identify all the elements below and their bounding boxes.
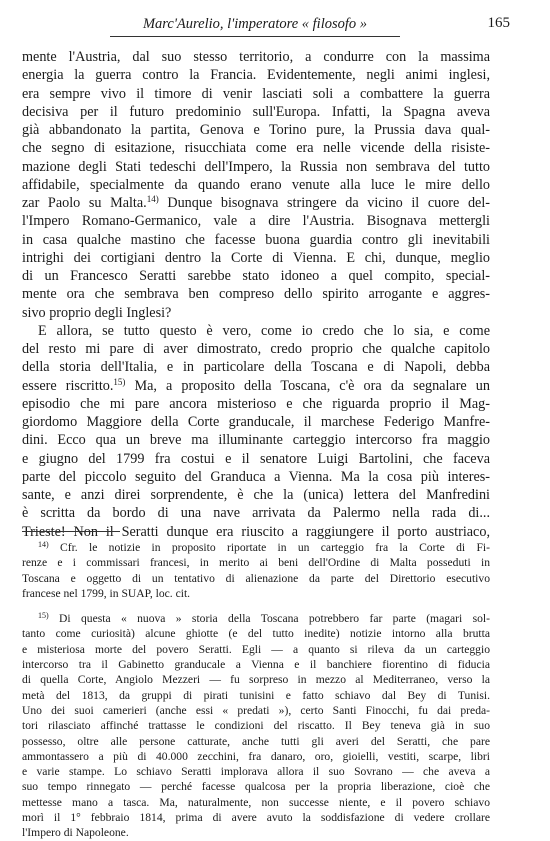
footnote-reference: 14) [146,194,159,204]
footnote-line [22,657,490,672]
text-line [22,377,490,395]
text-line [22,158,490,176]
running-header [110,14,510,38]
line-text: sivo proprio degli Inglesi? [22,304,172,321]
line-text: mente ora che sembrava ben compreso dello spirito arrogante e aggres- [22,286,490,303]
line-text: decisiva per il futuro predominio sull'Europa. Infatti, la Spagna aveva [22,103,490,120]
footnote-line [22,734,490,749]
footnote-text: intercorso tra il Gabinetto granducale a Vienna e il banchiere fiorentino di fiducia [22,658,490,672]
footnote-line [22,718,490,733]
line-text: è scritta da bordo di una nave arrivata da Palermo nella rada di... [22,505,490,522]
line-text: mazione degli Stati tedeschi dell'Impero, la Russia non sembrava del tutto [22,158,490,175]
text-line [22,431,490,449]
footnote-line [22,688,490,703]
line-text: di un Francesco Seratti sarebbe stato idoneo a quel compito, special- [22,268,490,284]
text-line [22,66,490,84]
header-rule [110,36,400,37]
line-text: della storia dell'Italia, e in particolare della Toscana e di Napoli, debba [22,359,490,376]
footnote-line [22,703,490,718]
footnote-line [22,764,490,779]
line-text: dini. Ecco qua un breve ma illuminante carteggio intercorso fra maggio [22,432,490,449]
line-text: Trieste! Non il Seratti dunque era riuscito a raggiungere il porto austriaco, [22,523,490,540]
main-text [22,48,490,541]
footnote-line [22,672,490,687]
footnote-text: e varie stampe. Lo schiavo Seratti implorava allora il suo Sovrano — che aveva a [22,765,490,779]
text-line [22,267,490,285]
text-line [22,176,490,194]
footnote-text: Uno dei suoi camerieri (anche essi « predati »), certo Santi Finocchi, fu dai preda- [22,703,490,717]
line-text: Ma, a proposito della Toscana, c'è ora da segnalare un [125,377,490,394]
line-text: giordomo Maggiore della Corte granducale, il marchese Federigo Manfre- [22,414,490,430]
line-text: e giugno del 1799 fra costui e il senatore Luigi Bartolini, che faceva [22,450,490,467]
text-line [22,450,490,468]
line-text: che segno di esitazione, risucchiata come era nelle vicende della risiste- [22,140,490,157]
footnote-text: Di questa « nuova » storia della Toscana potrebbero far parte (magari sol- [59,612,490,626]
footnote-line [22,586,490,601]
footnote-line [22,571,490,586]
footnote-text: morì il 1° febbraio 1814, prima di avere avuto la soddisfazione di vedere crollare [22,811,490,825]
footnote-line [22,810,490,825]
line-text: parte del piccolo seguito del Granduca a Vienna. Ma la cosa più interes- [22,468,490,485]
text-line [22,48,490,66]
line-text: zar Paolo su Malta. [22,195,147,211]
text-line [22,85,490,103]
footnote-line [22,795,490,810]
footnote-text: ammontassero a più di 40.000 zecchini, fra danaro, oro, gioielli, vestiti, scarpe, libri [22,749,490,763]
text-line [22,139,490,157]
text-line [22,358,490,376]
footnote-text: l'Impero di Napoleone. [22,826,129,840]
footnote-separator [22,531,120,532]
text-line [22,103,490,121]
text-line [22,285,490,303]
line-text: l'Impero Romano-Germanico, vale a dire l'Austria. Bisognava mettergli [22,213,490,230]
page-number: 165 [487,15,510,31]
footnote-line [22,555,490,570]
footnote-text: renze e i commissari francesi, in merito ai beni dell'Ordine di Malta posseduti in [22,556,490,570]
line-text: in casa qualche mastino che facesse buona guardia contro gli inevitabili [22,231,490,248]
line-text: Dunque bisognava stringere da vicino il cuore del- [158,195,490,211]
footnote-text: e misteriosa morte del povero Seratti. Egli — a quanto si rileva da un carteggio [22,642,490,656]
footnote-reference: 15) [113,376,126,387]
footnote [22,611,490,840]
line-text: del resto mi pare di aver dimostrato, credo proprio che qualche capitolo [22,341,490,357]
text-line [22,249,490,267]
footnote-gap [22,601,490,611]
text-line [22,395,490,413]
footnote-line [22,749,490,764]
line-text: energia la guerra contro la Francia. Evidentemente, negli animi inglesi, [22,67,490,84]
footnote-number: 14) [38,540,49,549]
footnote-text: Cfr. le notizie in proposito riportate in un carteggio fra la Corte di Fi- [59,541,490,554]
line-text: intrighi dei cortigiani dentro la Corte di Vienna. E chi, dunque, meglio [22,249,490,266]
footnotes [22,540,490,841]
line-text: mente l'Austria, dal suo stesso territorio, a condurre con la massima [22,49,490,65]
footnote-line [22,779,490,794]
line-text: affidabile, specialmente da quando erano venute alla luce le mire dello [22,176,490,193]
text-line [22,413,490,431]
text-line [22,322,490,340]
text-line [22,504,490,522]
footnote-text: francese nel 1799, in SUAP, loc. cit. [22,586,191,600]
footnote-text: Toscana e oggetto di un tentativo di alienazione da parte del Direttorio esecutivo [22,571,490,585]
line-text: episodio che mi pare ancora misterioso e che riguarda proprio il Mag- [22,395,490,412]
text-line [22,121,490,139]
text-line [22,194,490,212]
footnote-line [22,611,490,626]
text-line [22,468,490,486]
footnote [22,540,490,601]
footnote-text: metà del 1813, da gruppi di pirati tunisini e fatto schiavo dal Bey di Tunisi. [22,688,490,702]
text-line [22,340,490,358]
line-text: già abbandonato la partita, Genova e Torino pure, la Prussia dava qual- [22,122,490,138]
footnote-line [22,642,490,657]
footnote-text: mettesse mano a tasca. Ma, naturalmente, non successe niente, e il povero schiavo [22,795,490,809]
line-text: essere riscritto. [22,377,114,394]
line-text: E allora, se tutto questo è vero, come io credo che lo sia, e come [38,322,490,339]
footnote-text: possesso, oltre alle persone catturate, anche tutti gli averi del Seratti, che pare [22,734,490,748]
text-line [22,212,490,230]
footnote-text: tanto come curiosità) alcune ghiotte (e del tutto inedite) notizie intorno alla brutta [22,627,490,641]
text-line [22,304,490,322]
footnote-text: suo tempo rinnegato — perché facesse qualcosa per la propria liberazione, cioè che [22,780,490,794]
footnote-text: tori rilasciato affinché trattasse le condizioni del riscatto. Il Bey teneva già in suo [22,719,490,733]
text-line [22,486,490,504]
footnote-number: 15) [38,611,49,621]
footnote-line [22,626,490,641]
footnote-line [22,540,490,555]
running-title: Marc'Aurelio, l'imperatore « filosofo » [142,16,368,32]
line-text: sante, e anzi direi sorprendente, è che la (unica) lettera del Manfredini [22,487,490,503]
footnote-text: di quella Corte, Angiolo Mezzeri — fu sorpreso in mezzo al Mediterraneo, verso la [22,673,490,687]
text-line [22,231,490,249]
line-text: era sempre vivo il timore di venir lasciati soli a combattere la guerra [22,85,490,102]
